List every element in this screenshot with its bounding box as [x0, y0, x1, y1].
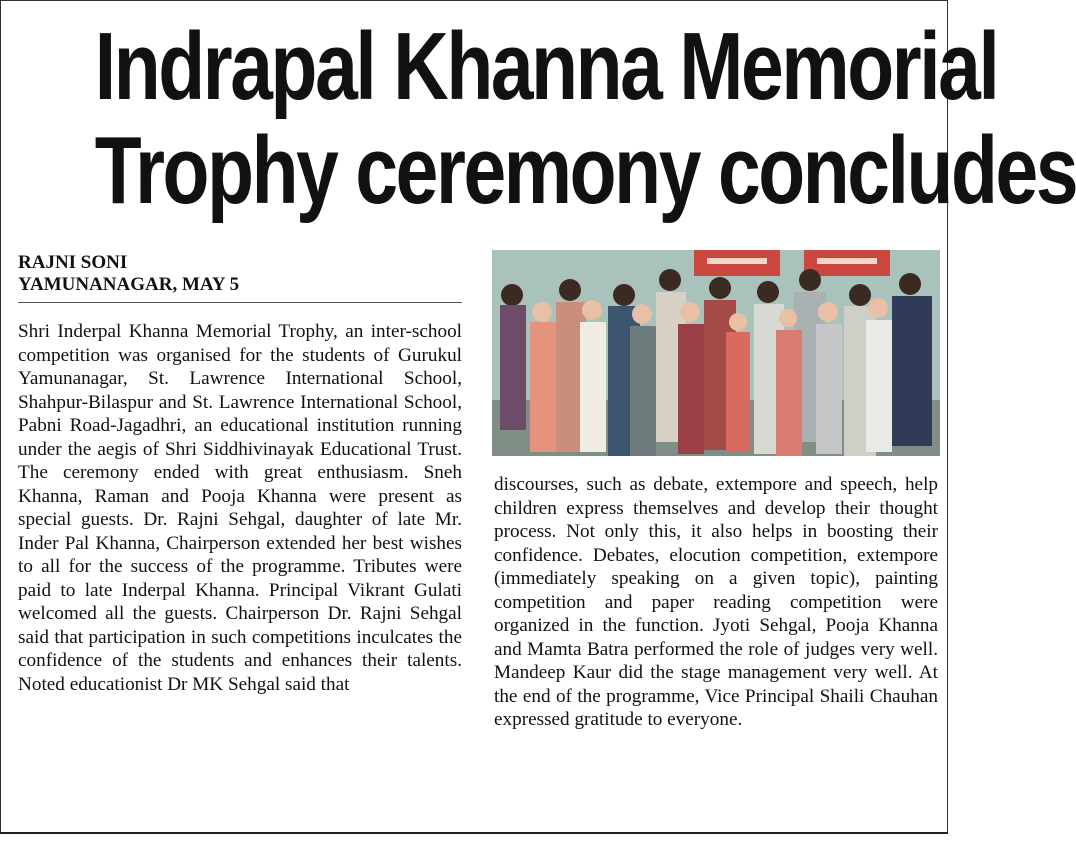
byline-divider	[18, 302, 462, 303]
group-photo	[492, 250, 940, 456]
headline-line-1: Indrapal Khanna Memorial	[94, 13, 998, 120]
bottom-rule	[0, 832, 948, 834]
byline-dateline: YAMUNANAGAR, MAY 5	[18, 274, 240, 295]
byline	[18, 252, 462, 296]
byline-author: RAJNI SONI	[18, 252, 128, 273]
article-column-2: discourses, such as debate, extempore and speech, help children express themselves and develop their thought process. Not only this, it also helps in boosting their confidence. Debates, elocution competition, extempore (immediately speaking on a given topic), painting competition and paper reading competition were organized in the function. Jyoti Sehgal, Pooja Khanna and Mamta Batra performed the role of judges very well. Mandeep Kaur did the stage management very well. At the end of the programme, Vice Principal Shaili Chauhan expressed gratitude to everyone.	[494, 474, 938, 730]
article-column-1: Shri Inderpal Khanna Memorial Trophy, an inter-school competition was organised for the students of Gurukul Yamunanagar, St. Lawrence International School, Shahpur-Bilaspur and St. Lawrence International School, Pabni Road-Jagadhri, an educational institution running under the aegis of Shri Siddhivinayak Educational Trust. The ceremony ended with great enthusiasm. Sneh Khanna, Raman and Pooja Khanna were present as special guests. Dr. Rajni Sehgal, daughter of late Mr. Inder Pal Khanna, Chairperson extended her best wishes to all for the success of the programme. Tributes were paid to late Inderpal Khanna. Principal Vikrant Gulati welcomed all the guests. Chairperson Dr. Rajni Sehgal said that participation in such competitions inculcates the confidence of the students and enhances their talents. Noted educationist Dr MK Sehgal said that	[18, 321, 462, 695]
headline-line-2: Trophy ceremony concludes	[94, 117, 1076, 224]
